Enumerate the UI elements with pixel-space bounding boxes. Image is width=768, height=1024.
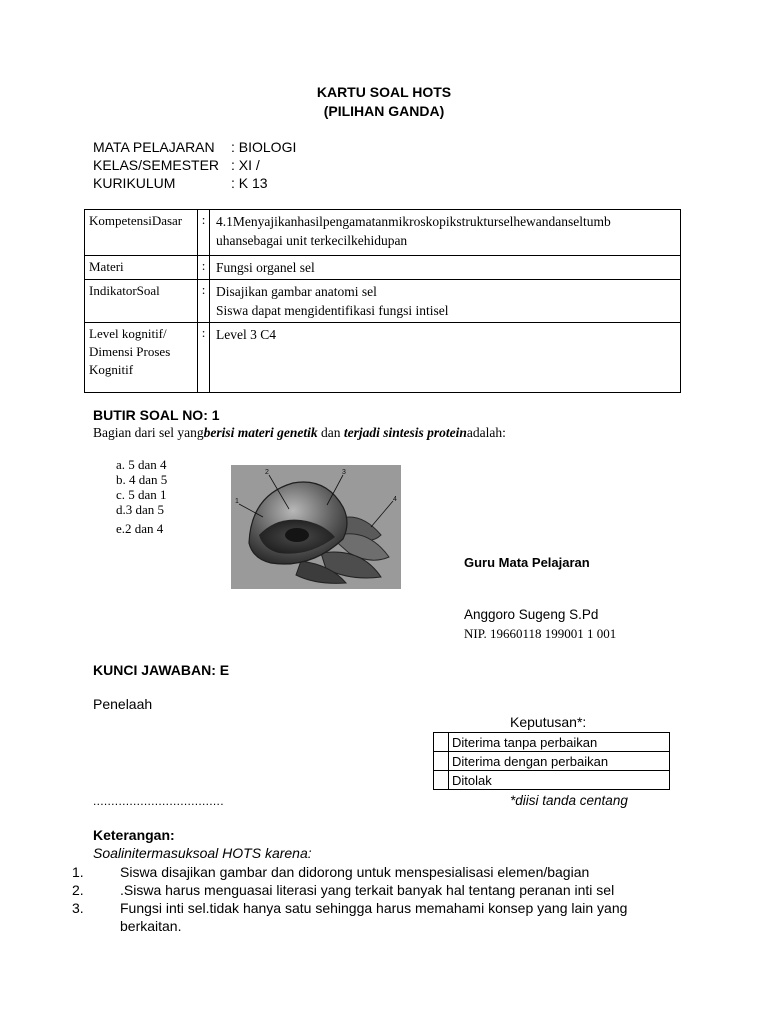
meta-class — [93, 156, 260, 174]
answer-options — [116, 457, 167, 536]
meta-value: : BIOLOGI — [231, 139, 297, 155]
decision-checkbox[interactable] — [434, 771, 449, 790]
image-label: 1 — [235, 498, 239, 505]
image-label: 4 — [393, 496, 397, 503]
meta-label: KURIKULUM — [93, 175, 176, 191]
keterangan-intro: Soalinitermasuksoal HOTS karena: — [93, 845, 312, 861]
row-label: IndikatorSoal — [85, 280, 198, 323]
keterangan-heading: Keterangan: — [93, 827, 175, 843]
list-item: 1. Siswa disajikan gambar dan didorong untuk menspesialisasi elemen/bagian — [72, 864, 590, 880]
decision-table — [433, 732, 670, 790]
answer-key: KUNCI JAWABAN: E — [93, 662, 230, 678]
meta-subject — [93, 138, 296, 156]
table-row — [85, 256, 681, 280]
decision-checkbox[interactable] — [434, 733, 449, 752]
signature-line: .................................... — [93, 794, 224, 808]
row-sep: : — [198, 210, 210, 256]
table-row — [85, 280, 681, 323]
option-c: c. 5 dan 1 — [116, 487, 167, 502]
list-item: 2. .Siswa harus menguasai literasi yang terkait banyak hal tentang peranan inti sel — [72, 882, 615, 898]
cell-nucleus-image — [231, 465, 401, 589]
option-a: a. 5 dan 4 — [116, 457, 167, 472]
decision-title: Keputusan*: — [510, 714, 587, 730]
decision-row — [434, 752, 670, 771]
row-label: Materi — [85, 256, 198, 280]
decision-label: Diterima dengan perbaikan — [449, 752, 670, 771]
row-value: 4.1Menyajikanhasilpengamatanmikroskopikstrukturselhewandanseltumb uhansebagai unit terkecilkehidupan — [210, 210, 681, 256]
option-d: d.3 dan 5 — [116, 502, 165, 517]
table-row — [85, 323, 681, 393]
image-label: 3 — [342, 469, 346, 476]
row-label: KompetensiDasar — [85, 210, 198, 256]
page-subtitle: (PILIHAN GANDA) — [323, 103, 445, 119]
table-row — [85, 210, 681, 256]
meta-value: : XI / — [231, 157, 260, 173]
keterangan-list — [72, 863, 656, 935]
question-stem: Bagian dari sel yangberisi materi genetik dan terjadi sintesis proteinadalah: — [93, 425, 506, 440]
row-value: Level 3 C4 — [210, 323, 681, 393]
teacher-nip: NIP. 19660118 199001 1 001 — [464, 626, 617, 641]
row-value: Disajikan gambar anatomi sel Siswa dapat mengidentifikasi fungsi intisel — [210, 280, 681, 323]
meta-label: MATA PELAJARAN — [93, 139, 215, 155]
image-label: 2 — [265, 469, 269, 476]
decision-checkbox[interactable] — [434, 752, 449, 771]
decision-row — [434, 771, 670, 790]
row-label: Level kognitif/ Dimensi Proses Kognitif — [85, 323, 198, 393]
list-item: 3. Fungsi inti sel.tidak hanya satu sehingga harus memahami konsep yang lain yang berkaitan. — [72, 900, 628, 934]
row-sep: : — [198, 256, 210, 280]
row-sep: : — [198, 323, 210, 393]
info-table — [84, 209, 681, 393]
decision-label: Diterima tanpa perbaikan — [449, 733, 670, 752]
option-e: e.2 dan 4 — [116, 521, 164, 536]
row-value: Fungsi organel sel — [210, 256, 681, 280]
row-sep: : — [198, 280, 210, 323]
decision-row — [434, 733, 670, 752]
page-title: KARTU SOAL HOTS — [316, 84, 452, 100]
meta-label: KELAS/SEMESTER — [93, 157, 220, 173]
decision-label: Ditolak — [449, 771, 670, 790]
teacher-name: Anggoro Sugeng S.Pd — [464, 607, 599, 622]
decision-note: *diisi tanda centang — [510, 793, 628, 808]
option-b: b. 4 dan 5 — [116, 472, 168, 487]
question-heading: BUTIR SOAL NO: 1 — [93, 407, 220, 423]
meta-curriculum — [93, 174, 268, 192]
reviewer-label: Penelaah — [93, 696, 153, 712]
teacher-role: Guru Mata Pelajaran — [464, 555, 590, 570]
meta-value: : K 13 — [231, 175, 268, 191]
